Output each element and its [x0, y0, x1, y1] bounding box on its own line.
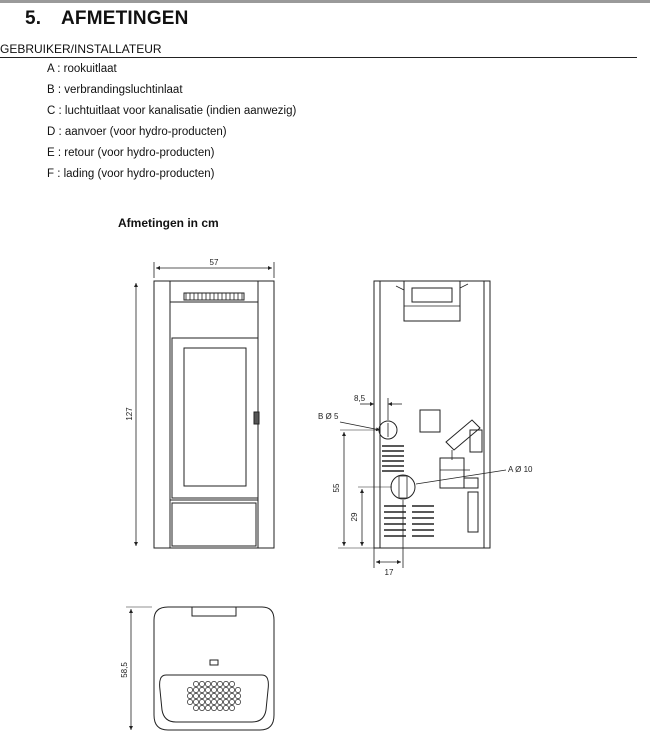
figure-caption: Afmetingen in cm [118, 216, 219, 230]
exhaust-a-label: A Ø 10 [508, 465, 533, 474]
exhaust-a-circle [391, 475, 415, 499]
subheading: GEBRUIKER/INSTALLATEUR [0, 42, 637, 58]
section-title-text: AFMETINGEN [61, 8, 189, 29]
rear-vent-upper [382, 446, 404, 471]
width-label: 57 [209, 258, 219, 267]
hydro-component [446, 420, 480, 450]
height-a-label: 29 [350, 512, 359, 522]
legend-item-b: B : verbrandingsluchtinlaat [47, 84, 183, 96]
front-view [154, 281, 274, 548]
legend-item-e: E : retour (voor hydro-producten) [47, 147, 215, 159]
section-number: 5. [25, 8, 42, 29]
top-view [154, 607, 274, 730]
rear-view [374, 281, 490, 548]
top-body-outline [154, 607, 274, 730]
inlet-b-label: B Ø 5 [318, 412, 339, 421]
legend-item-f: F : lading (voor hydro-producten) [47, 168, 215, 180]
door-handle [254, 412, 259, 424]
legend-item-c: C : luchtuitlaat voor kanalisatie (indien aanwezig) [47, 105, 297, 117]
height-label: 127 [125, 407, 134, 421]
front-door [172, 338, 258, 498]
rear-offset-label: 8,5 [354, 394, 366, 403]
rear-access-plate [420, 410, 440, 432]
side-offset-label: 17 [384, 568, 394, 577]
legend-item-a: A : rookuitlaat [47, 63, 117, 75]
legend-item-d: D : aanvoer (voor hydro-producten) [47, 126, 227, 138]
top-grille-holes [187, 681, 240, 710]
height-b-label: 55 [332, 483, 341, 493]
rear-vent-lower-right [412, 506, 434, 536]
top-hatch [192, 607, 236, 616]
front-glass [184, 348, 246, 486]
depth-label: 58,5 [120, 662, 129, 678]
